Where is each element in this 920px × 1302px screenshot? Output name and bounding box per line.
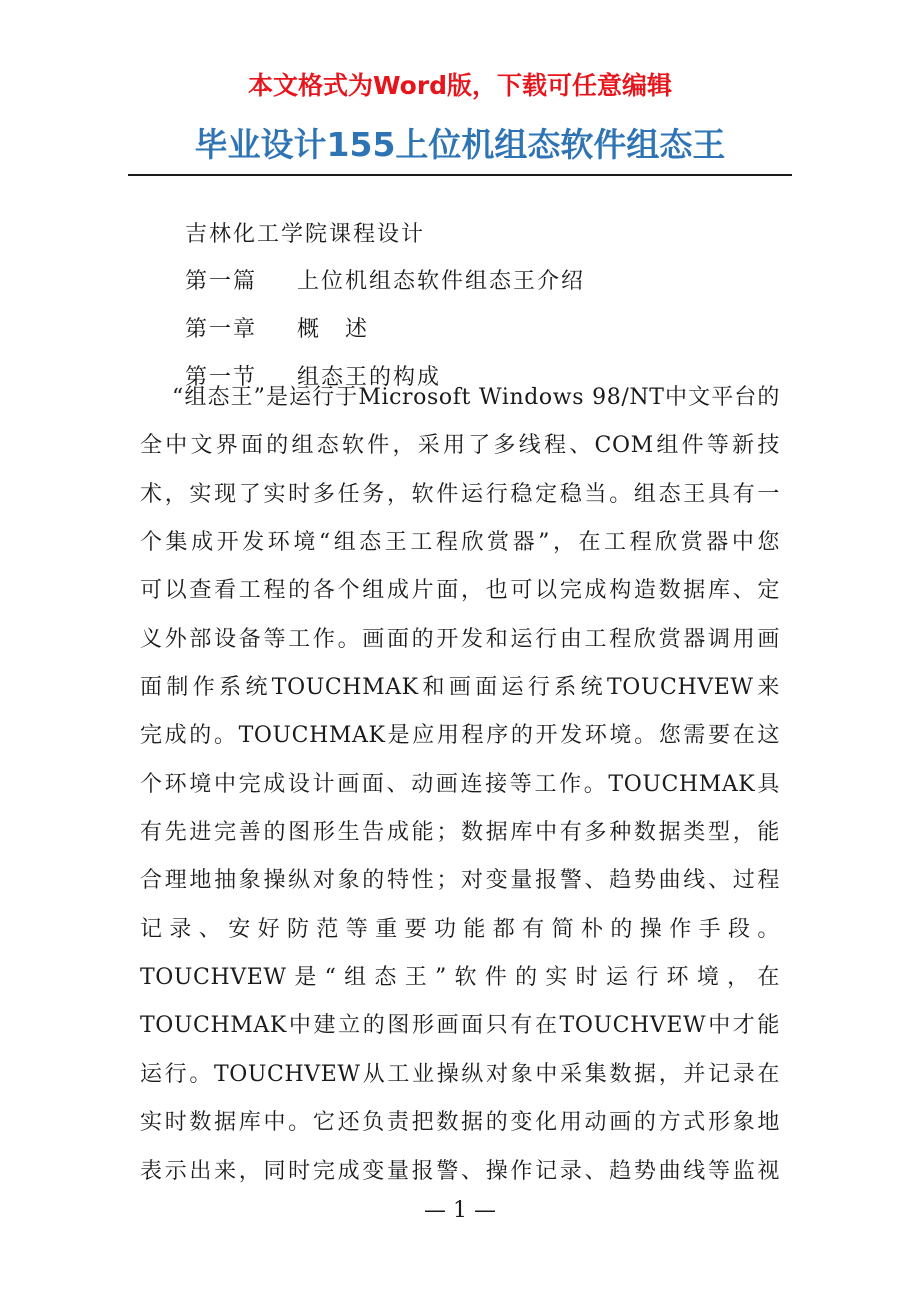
body-line: TOUCHMAK中建立的图形画面只有在TOUCHVEW中才能 <box>140 1013 780 1039</box>
section-title: 组态王的构成 <box>297 365 442 390</box>
chapter-label: 第一章 <box>185 317 258 342</box>
body-line: 记录、安好防范等重要功能都有简朴的操作手段。 <box>140 916 780 942</box>
body-line: 完成的。TOUCHMAK是应用程序的开发环境。您需要在这 <box>140 723 780 749</box>
body-line: 运行。TOUCHVEW从工业操纵对象中采集数据，并记录在 <box>140 1061 780 1087</box>
body-line: 表示出来，同时完成变量报警、操作记录、趋势曲线等监视 <box>140 1158 780 1184</box>
body-line: 全中文界面的组态软件，采用了多线程、COM组件等新技 <box>140 433 780 459</box>
body-line: “组态王”是运行于Microsoft Windows 98/NT中文平台的 <box>172 385 780 410</box>
body-line: 合理地抽象操纵对象的特性；对变量报警、趋势曲线、过程 <box>140 868 780 894</box>
body-line: 个集成开发环境“组态王工程欣赏器”，在工程欣赏器中您 <box>140 530 780 556</box>
part-title: 上位机组态软件组态王介绍 <box>297 269 586 294</box>
body-line: 个环境中完成设计画面、动画连接等工作。TOUCHMAK具 <box>140 771 780 797</box>
format-notice: 本文格式为Word版，下载可任意编辑 <box>247 71 673 100</box>
body-line: 术，实现了实时多任务，软件运行稳定稳当。组态王具有一 <box>140 481 780 507</box>
section-label: 第一节 <box>185 365 258 390</box>
body-line: 有先进完善的图形生告成能；数据库中有多种数据类型，能 <box>140 820 780 846</box>
page-number: — 1 — <box>424 1198 496 1223</box>
part-label: 第一篇 <box>185 269 258 294</box>
title-divider <box>128 174 792 176</box>
body-line: TOUCHVEW是“组态王”软件的实时运行环境，在 <box>140 965 780 991</box>
body-line: 面制作系统TOUCHMAK和画面运行系统TOUCHVEW来 <box>140 675 780 701</box>
body-line: 可以查看工程的各个组成片面，也可以完成构造数据库、定 <box>140 578 780 604</box>
body-line: 实时数据库中。它还负责把数据的变化用动画的方式形象地 <box>140 1110 780 1136</box>
document-title: 毕业设计155上位机组态软件组态王 <box>194 125 726 164</box>
school-heading-text: 吉林化工学院课程设计 <box>185 222 426 247</box>
chapter-title: 概 述 <box>297 317 370 342</box>
body-paragraph <box>140 374 780 1196</box>
body-line: 义外部设备等工作。画面的开发和运行由工程欣赏器调用画 <box>140 626 780 652</box>
